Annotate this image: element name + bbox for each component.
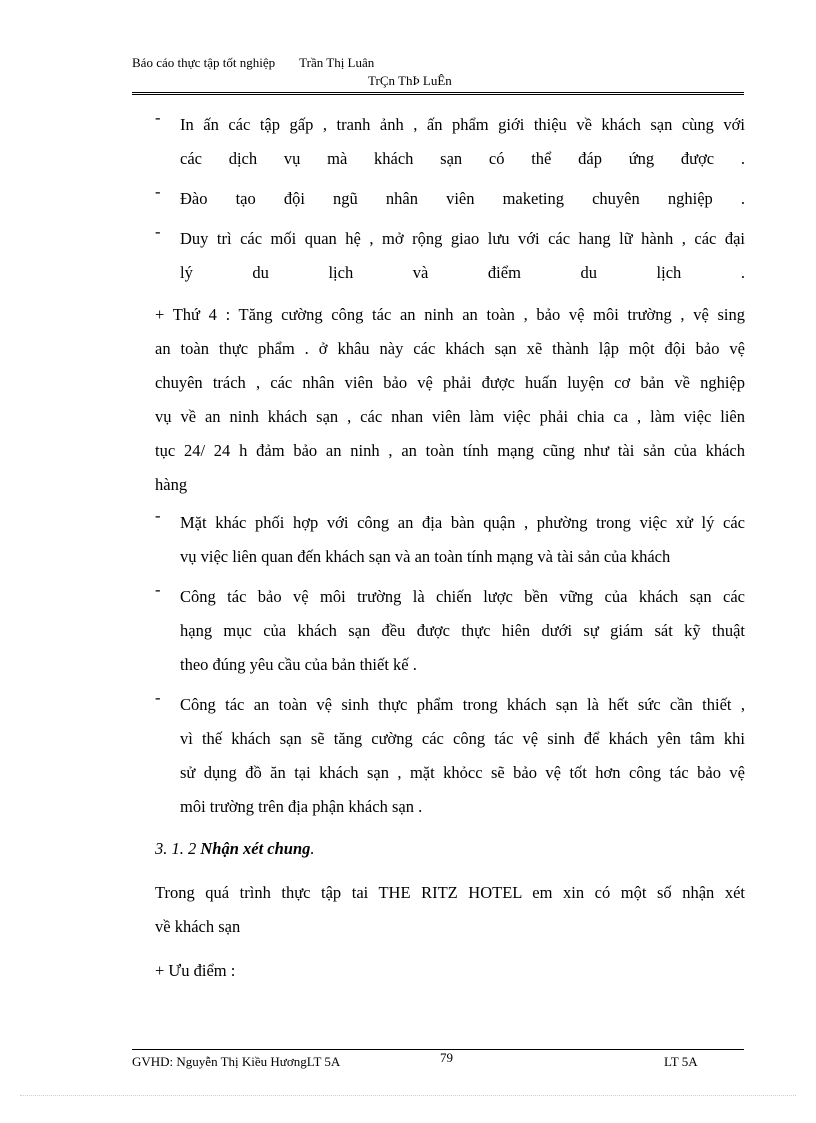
page-footer [132,1050,744,1074]
bullet-dash: - [155,182,161,201]
document-body [155,108,745,988]
text-line: tục 24/ 24 h đảm bảo an ninh , an toàn tính mạng cũng như tài sản của khách [155,441,745,460]
text-line: + Thứ 4 : Tăng cường công tác an ninh an toàn , bảo vệ môi trường , vệ sing [155,305,745,324]
text-line: hàng [155,475,188,494]
footer-class: LT 5A [664,1054,698,1069]
header-divider [132,92,744,95]
bullet-item [155,580,745,682]
heading-title: Nhận xét chung [200,839,311,858]
text-line: các dịch vụ mà khách sạn có thể đáp ứng được . [180,149,745,168]
bullet-item [155,222,745,290]
text-line: chuyên trách , các nhân viên bảo vệ phải được huấn luyện cơ bản về nghiệp [155,373,745,392]
section-heading [155,832,745,866]
text-line: vụ việc liên quan đến khách sạn và an toàn tính mạng và tài sản của khách [180,547,671,566]
heading-end: . [310,839,315,858]
bullet-list-b [155,506,745,830]
text-line: vì thế khách sạn sẽ tăng cường các công tác vệ sinh để khách yên tâm khi [180,729,745,748]
bullet-dash: - [155,688,161,707]
footer-instructor: GVHD: Nguyễn Thị Kiều HươngLT 5A [132,1054,341,1069]
bullet-item [155,108,745,176]
text-line: theo đúng yêu cầu của bản thiết kế . [180,655,417,674]
header-author: Trần Thị Luân [299,55,375,70]
text-line: an toàn thực phẩm . ở khâu này các khách sạn xẽ thành lập một đội bảo vệ [155,339,745,358]
heading-number: 3. 1. 2 [155,839,197,858]
text-line: Công tác an toàn vệ sinh thực phẩm trong khách sạn là hết sức cần thiết , [180,695,745,714]
uu-diem-label: + Ưu điểm : [155,961,236,980]
text-line: Đào tạo đội ngũ nhân viên maketing chuyên nghiệp . [180,189,745,208]
page-edge [20,1095,796,1096]
text-line: sử dụng đồ ăn tại khách sạn , mặt khỏcc sẽ bảo vệ tốt hơn công tác bảo vệ [180,763,745,782]
bullet-item [155,182,745,216]
bullet-dash: - [155,580,161,599]
paragraph-thu-4 [155,298,745,502]
text-line: In ấn các tập gấp , tranh ảnh , ấn phẩm giới thiệu về khách sạn cùng với [180,115,745,134]
text-line: Mặt khác phối hợp với công an địa bàn quận , phường trong việc xử lý các [180,513,745,532]
text-line: hạng mục của khách sạn đều được thực hiên dưới sự giám sát kỹ thuật [180,621,745,640]
text-line: môi trường trên địa phận khách sạn . [180,797,423,816]
report-title: Báo cáo thực tập tốt nghiệp [132,55,276,70]
bullet-item [155,688,745,824]
text-line: vụ về an ninh khách sạn , các nhan viên làm việc phải chia ca , làm việc liên [155,407,745,426]
text-line: Công tác bảo vệ môi trường là chiến lược bền vững của khách sạn các [180,587,745,606]
page-number: 79 [440,1050,453,1065]
bullet-dash: - [155,506,161,525]
bullet-list-a [155,108,745,296]
text-line: lý du lịch và điểm du lịch . [180,263,745,282]
text-line: về khách sạn [155,917,241,936]
footer-divider [132,1049,744,1050]
bullet-dash: - [155,222,161,241]
text-line: Duy trì các mối quan hệ , mở rộng giao lưu với các hang lữ hành , các đại [180,229,745,248]
bullet-item [155,506,745,574]
header-line-1 [132,55,374,71]
intro-paragraph [155,876,745,944]
bullet-dash: - [155,108,161,127]
header-author-garbled: TrÇn ThÞ LuÊn [368,73,452,88]
text-line: Trong quá trình thực tập tai THE RITZ HOTEL em xin có một số nhận xét [155,883,745,902]
